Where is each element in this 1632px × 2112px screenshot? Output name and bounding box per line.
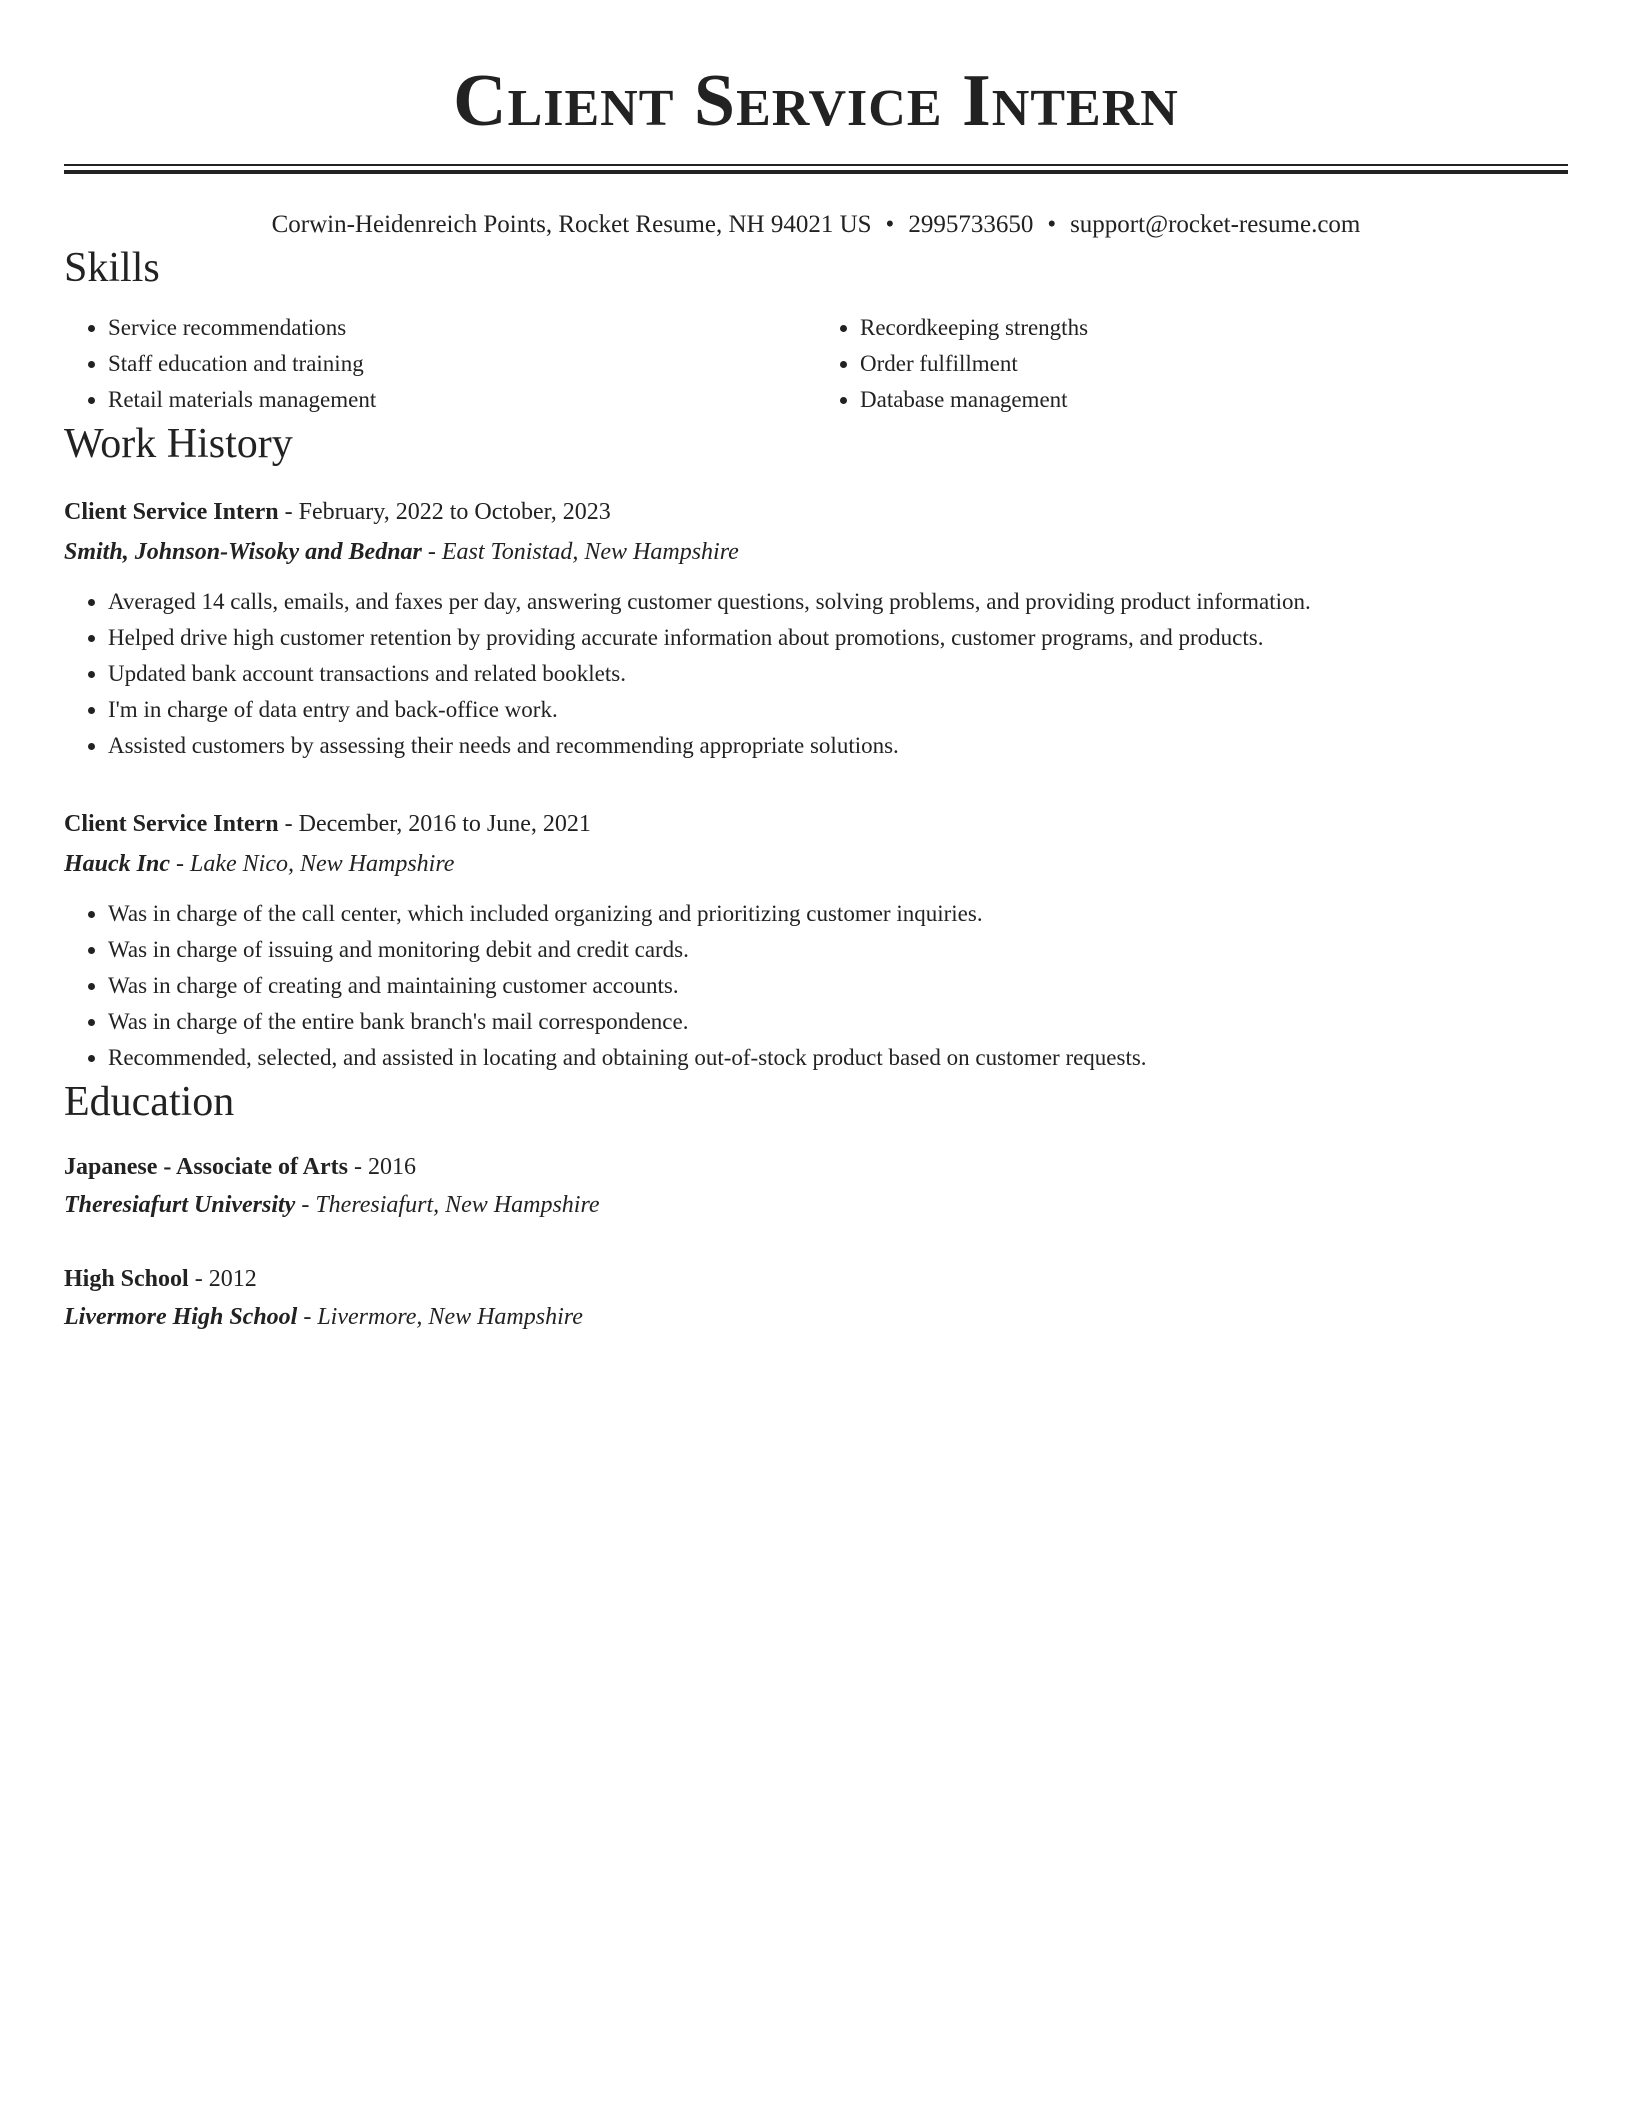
skill-item: • Service recommendations — [108, 310, 816, 346]
job-duty-item: • Was in charge of issuing and monitoring debit and credit cards. — [108, 932, 1568, 968]
job-location: - Lake Nico, New Hampshire — [170, 851, 455, 877]
job-company: Hauck Inc — [64, 851, 171, 877]
job-company-line — [64, 532, 1568, 572]
education-year: - 2016 — [347, 1154, 416, 1180]
skill-item: • Database management — [860, 382, 1568, 418]
contact-separator: • — [885, 211, 895, 238]
job-entry — [64, 804, 1568, 1076]
job-duty-item: • Updated bank account transactions and related booklets. — [108, 656, 1568, 692]
job-duty-item: • Was in charge of the call center, which included organizing and prioritizing customer inquiries. — [108, 896, 1568, 932]
education-degree-line — [64, 1260, 1568, 1298]
job-entry — [64, 492, 1568, 764]
skills-heading: Skills — [64, 245, 160, 291]
education-school-line — [64, 1186, 1568, 1224]
education-entry — [64, 1148, 1568, 1224]
skills-column-left — [64, 310, 816, 418]
skill-item: • Order fulfillment — [860, 346, 1568, 382]
education-location: - Livermore, New Hampshire — [297, 1304, 583, 1330]
education-heading: Education — [64, 1079, 235, 1125]
job-duty-item: • Recommended, selected, and assisted in locating and obtaining out-of-stock product based on customer requests. — [108, 1040, 1568, 1076]
job-company: Smith, Johnson-Wisoky and Bednar — [64, 539, 422, 565]
job-duty-item: • Helped drive high customer retention by providing accurate information about promotions, customer programs, and products. — [108, 620, 1568, 656]
skills-list — [64, 310, 1568, 418]
education-school-line — [64, 1298, 1568, 1336]
job-company-line — [64, 844, 1568, 884]
job-duty-item: • Averaged 14 calls, emails, and faxes per day, answering customer questions, solving problems, and providing product information. — [108, 584, 1568, 620]
education-year: - 2012 — [188, 1266, 257, 1292]
education-degree-line — [64, 1148, 1568, 1186]
education-degree: Japanese - Associate of Arts — [64, 1154, 348, 1180]
resume-title: Client Service Intern — [453, 60, 1179, 142]
job-duties — [64, 896, 1568, 1076]
education-school: Theresiafurt University — [64, 1192, 296, 1218]
contact-separator: • — [1047, 211, 1057, 238]
job-duty-item: • Was in charge of creating and maintaining customer accounts. — [108, 968, 1568, 1004]
contact-email: support@rocket-resume.com — [1070, 211, 1361, 238]
education-location: - Theresiafurt, New Hampshire — [295, 1192, 600, 1218]
job-role: Client Service Intern — [64, 499, 279, 525]
skill-item: • Staff education and training — [108, 346, 816, 382]
job-title-line — [64, 492, 1568, 532]
contact-line — [64, 208, 1568, 242]
skill-item: • Retail materials management — [108, 382, 816, 418]
education-degree: High School — [64, 1266, 189, 1292]
skill-item: • Recordkeeping strengths — [860, 310, 1568, 346]
work-history-heading: Work History — [64, 421, 293, 467]
job-title-line — [64, 804, 1568, 844]
contact-phone: 2995733650 — [908, 211, 1034, 238]
job-dates: - February, 2022 to October, 2023 — [278, 499, 611, 525]
job-role: Client Service Intern — [64, 811, 279, 837]
job-duties — [64, 584, 1568, 764]
title-divider — [64, 164, 1568, 174]
job-duty-item: • Was in charge of the entire bank branch's mail correspondence. — [108, 1004, 1568, 1040]
job-duty-item: • Assisted customers by assessing their needs and recommending appropriate solutions. — [108, 728, 1568, 764]
job-dates: - December, 2016 to June, 2021 — [278, 811, 591, 837]
job-duty-item: • I'm in charge of data entry and back-office work. — [108, 692, 1568, 728]
contact-address: Corwin-Heidenreich Points, Rocket Resume, NH 94021 US — [271, 211, 872, 238]
job-location: - East Tonistad, New Hampshire — [421, 539, 739, 565]
education-entry — [64, 1260, 1568, 1336]
skills-column-right — [816, 310, 1568, 418]
education-school: Livermore High School — [64, 1304, 298, 1330]
